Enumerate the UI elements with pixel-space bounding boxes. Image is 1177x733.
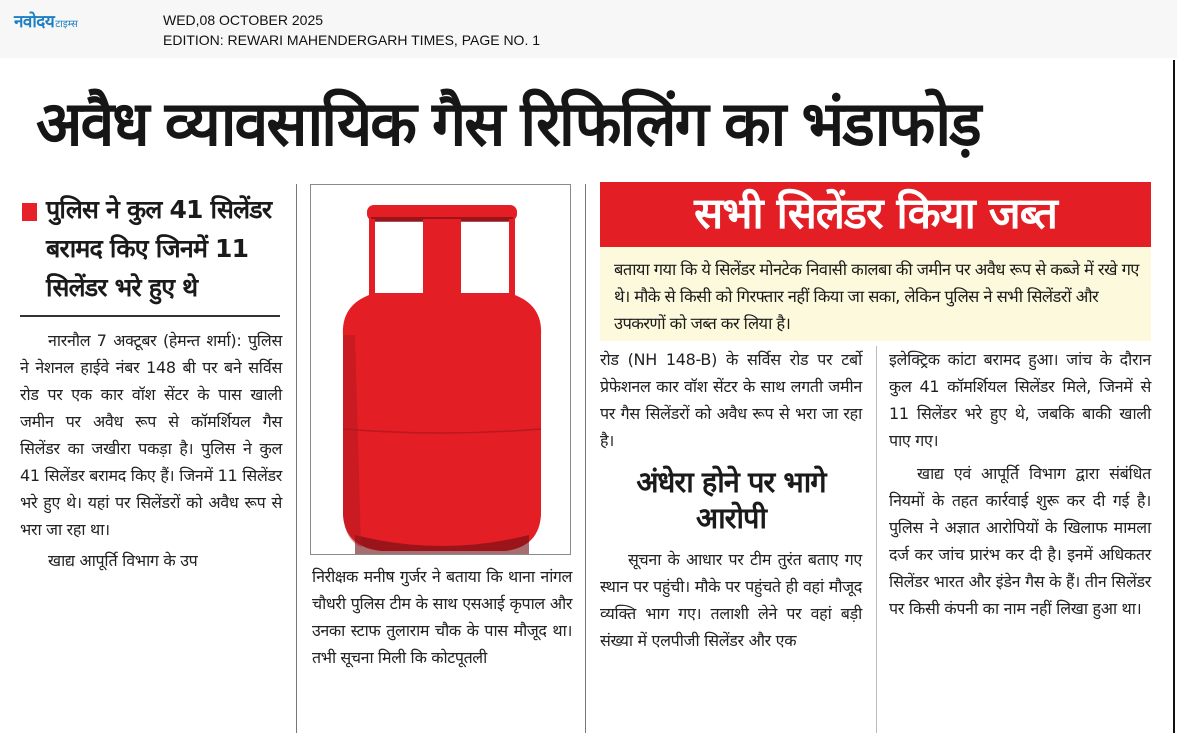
deck-divider xyxy=(20,315,280,317)
right-column xyxy=(889,346,1151,622)
section-banner: सभी सिलेंडर किया जब्त xyxy=(600,182,1151,247)
red-square-bullet-icon xyxy=(22,203,37,221)
caption-column: निरीक्षक मनीष गुर्जर ने बताया कि थाना नांगल चौधरी पुलिस टीम के साथ एसआई कृपाल और उनका स्टाफ तुलाराम चौक के पास मौजूद था। तभी सूचना मिली कि कोटपूतली xyxy=(312,567,572,667)
left-paragraph-1: नारनौल 7 अक्टूबर (हेमन्त शर्मा): पुलिस ने नेशनल हाईवे नंबर 148 बी पर बने सर्विस रोड पर एक कार वॉश सेंटर के पास खाली जमीन पर अवैध रूप से कॉमर्शियल गैस सिलेंडर का जखीरा पकड़ा है। पुलिस ने कुल 41 सिलेंडर बरामद किए हैं। जिनमें 11 सिलेंडर भरे हुए थे। यहां पर सिलेंडरों को अवैध रूप से भरा जा रहा था। xyxy=(20,331,282,539)
edition-meta xyxy=(163,10,540,50)
middle-paragraph-1: रोड (NH 148-B) के सर्विस रोड पर टर्बो प्रेफेशनल कार वॉश सेंटर के साथ लगती जमीन पर गैस सिलेंडरों को अवैध रूप से भरा जा रहा है। xyxy=(600,350,862,450)
edition-name-page: EDITION: REWARI MAHENDERGARH TIMES, PAGE NO. 1 xyxy=(163,32,541,48)
deck-text: पुलिस ने कुल 41 सिलेंडर बरामद किए जिनमें 11 सिलेंडर भरे हुए थे xyxy=(46,195,272,302)
article-deck xyxy=(20,190,282,307)
left-column-body xyxy=(20,327,282,574)
column-separator xyxy=(296,184,297,733)
right-paragraph-2: खाद्य एवं आपूर्ति विभाग द्वारा संबंधित नियमों के तहत कार्रवाई शुरू कर दी गई है। पुलिस ने अज्ञात आरोपियों के खिलाफ मामला दर्ज कर जांच प्रारंभ कर दी है। इनमें अधिकतर सिलेंडर भारत और इंडेन गैस के हैं। तीन सिलेंडर पर किसी कंपनी का नाम नहीं लिखा हुआ था। xyxy=(889,464,1151,618)
edition-header-bar xyxy=(0,0,1177,58)
newspaper-logo[interactable] xyxy=(14,9,78,32)
left-column xyxy=(20,190,282,574)
left-paragraph-2: खाद्य आपूर्ति विभाग के उप xyxy=(48,551,198,570)
column-separator xyxy=(585,184,586,733)
page-right-border xyxy=(1173,60,1175,733)
column-separator xyxy=(876,346,877,733)
summary-box: बताया गया कि ये सिलेंडर मोनटेक निवासी कालबा की जमीन पर अवैध रूप से कब्जे में रखे गए थे। मौके से किसी को गिरफ्तार नहीं किया जा सका, लेकिन पुलिस ने सभी सिलेंडरों और उपकरणों को जब्त कर लिया है। xyxy=(600,247,1151,341)
middle-paragraph-2: सूचना के आधार पर टीम तुरंत बताए गए स्थान पर पहुंची। मौके पर पहुंचते ही वहां मौजूद व्यक्ति भाग गए। तलाशी लेने पर वहां बड़ी संख्या में एलपीजी सिलेंडर और एक xyxy=(600,550,862,650)
logo-sub-text: टाइम्स xyxy=(55,19,78,30)
logo-main-text: नवोदय xyxy=(14,12,55,32)
sub-headline: अंधेरा होने पर भागे आरोपी xyxy=(636,465,826,535)
article-headline: अवैध व्यावसायिक गैस रिफिलिंग का भंडाफोड़ xyxy=(36,87,980,160)
middle-column xyxy=(600,346,862,654)
right-paragraph-1: इलेक्ट्रिक कांटा बरामद हुआ। जांच के दौरान कुल 41 कॉमर्शियल सिलेंडर मिले, जिनमें से 11 सिलेंडर भरे हुए थे, जबकि बाकी खाली पाए गए। xyxy=(889,350,1151,450)
edition-date: WED,08 OCTOBER 2025 xyxy=(163,12,324,28)
lpg-cylinder-icon xyxy=(311,185,571,555)
cylinder-photo[interactable] xyxy=(310,184,571,555)
